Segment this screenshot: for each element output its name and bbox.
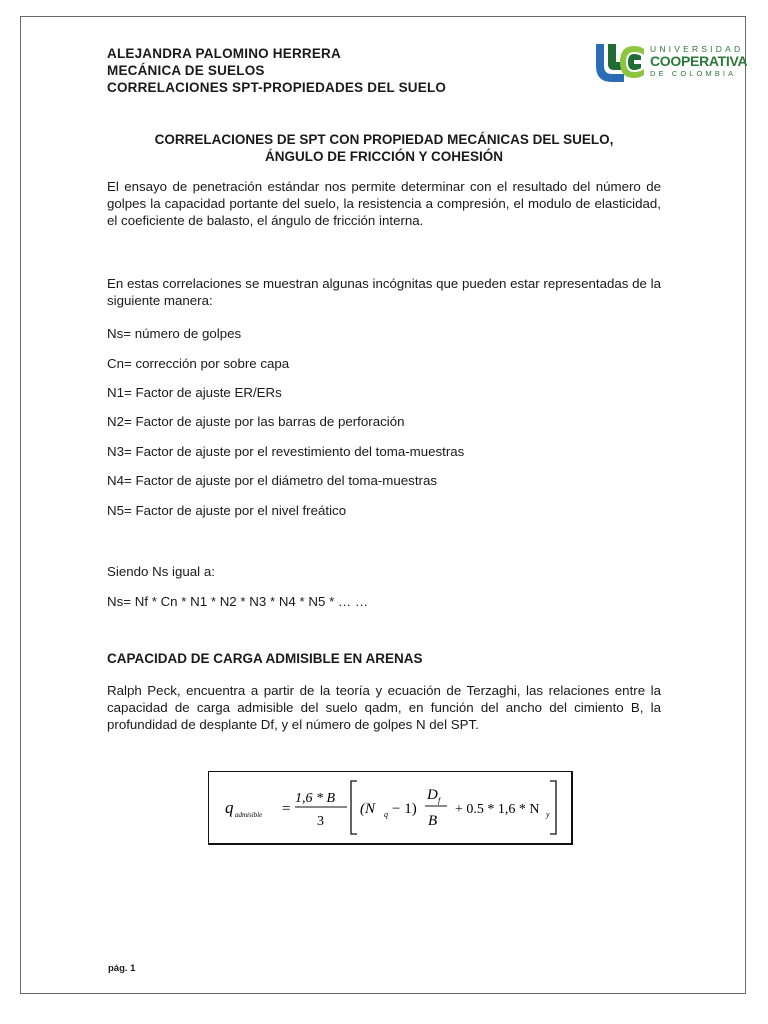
section-heading: CAPACIDAD DE CARGA ADMISIBLE EN ARENAS [107, 651, 423, 666]
document-header [107, 45, 446, 96]
logo-text-line2: COOPERATIVA [650, 53, 748, 69]
formula-nq-subscript: q [384, 810, 388, 819]
formula-nq: (N [360, 801, 375, 817]
logo-text-line1: UNIVERSIDAD [650, 44, 744, 54]
page-number: pág. 1 [108, 963, 136, 974]
formula-numerator: 1,6 * B [295, 791, 336, 806]
ucc-logo-icon [594, 40, 646, 84]
ns-intro-text: Siendo Ns igual a: [107, 564, 215, 579]
document-topic: CORRELACIONES SPT-PROPIEDADES DEL SUELO [107, 80, 447, 95]
bearing-capacity-formula [209, 772, 570, 842]
variable-item: N2= Factor de ajuste por las barras de perforación [107, 414, 405, 429]
course-name: MECÁNICA DE SUELOS [107, 63, 265, 78]
formula-equals: = [282, 801, 291, 817]
variable-item: Ns= número de golpes [107, 326, 242, 341]
section-paragraph: Ralph Peck, encuentra a partir de la teoría y ecuación de Terzaghi, las relaciones entre la capacidad de carga admisible del suelo qadm, en función del ancho del cimiento B, la profundidad de desplante Df, y el número de golpes N del SPT. [107, 683, 661, 732]
formula-ny-subscript: y [546, 810, 550, 819]
variable-item: N5= Factor de ajuste por el nivel freático [107, 503, 347, 518]
formula-denominator: 3 [317, 814, 324, 829]
formula-minus-one: − 1) [392, 801, 417, 817]
formula-df-subscript: f [438, 796, 441, 805]
formula-plus-term: + 0.5 * 1,6 * N [455, 802, 540, 817]
formula-q: q [225, 798, 234, 817]
left-bracket [351, 781, 357, 834]
variable-item: N3= Factor de ajuste por el revestimiento del toma-muestras [107, 444, 465, 459]
right-bracket [550, 781, 556, 834]
formula-df: D [427, 787, 438, 803]
formula-q-subscript: admisible [235, 811, 263, 819]
title-line-2: ÁNGULO DE FRICCIÓN Y COHESIÓN [264, 149, 504, 164]
variable-item: N4= Factor de ajuste por el diámetro del toma-muestras [107, 473, 437, 488]
university-logo [594, 40, 748, 86]
variable-item: N1= Factor de ajuste ER/ERs [107, 385, 282, 400]
title-line-1: CORRELACIONES DE SPT CON PROPIEDAD MECÁNICAS DEL SUELO, [154, 132, 614, 147]
author-name: ALEJANDRA PALOMINO HERRERA [107, 46, 341, 61]
variable-item: Cn= corrección por sobre capa [107, 356, 290, 371]
intro-paragraph: El ensayo de penetración estándar nos permite determinar con el resultado del número de golpes la capacidad portante del suelo, la resistencia a compresión, el modulo de elasticidad, el coeficiente de balasto, el ángulo de fricción interna. [107, 179, 661, 228]
variables-intro-paragraph: En estas correlaciones se muestran algunas incógnitas que pueden estar representadas de la siguiente manera: [107, 276, 661, 308]
formula-b: B [428, 813, 438, 829]
ns-formula-text: Ns= Nf * Cn * N1 * N2 * N3 * N4 * N5 * … … [107, 594, 369, 609]
formula-box [208, 771, 573, 845]
document-title [107, 131, 661, 165]
logo-text-line3: DE COLOMBIA [650, 69, 737, 78]
